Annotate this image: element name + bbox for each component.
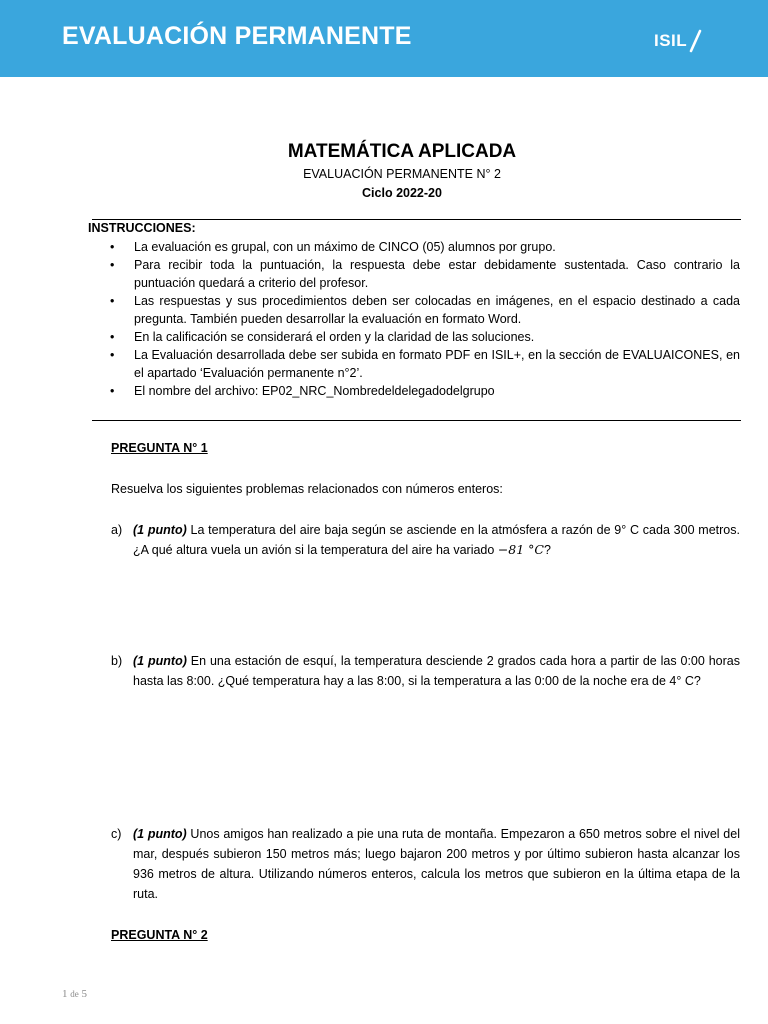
instructions-list: [110, 238, 740, 400]
problem-points: (1 punto): [133, 523, 187, 537]
instruction-item: • La evaluación es grupal, con un máximo de CINCO (05) alumnos por grupo.: [110, 238, 740, 256]
problem-marker: b): [111, 654, 123, 668]
problem-marker: a): [111, 523, 123, 537]
logo-slash-icon: [688, 29, 702, 53]
problem-b: [111, 651, 740, 691]
instructions-heading: INSTRUCCIONES:: [88, 221, 196, 235]
problem-text: Unos amigos han realizado a pie una ruta de montaña. Empezaron a 650 metros sobre el nivel del mar, después subieron 150 metros más; luego bajaron 200 metros y por último subieron hasta alcanzar los 936 metros de altura. Utilizando números enteros, calcula los metros que subieron en la última etapa de la ruta.: [133, 827, 740, 901]
page-current: 1: [62, 988, 68, 1000]
isil-logo: [654, 28, 702, 54]
instruction-item: • En la calificación se considerará el orden y la claridad de las soluciones.: [110, 328, 740, 346]
question-2-heading: PREGUNTA N° 2: [111, 928, 208, 942]
page-number: [62, 988, 87, 1000]
question-1-intro: Resuelva los siguientes problemas relacionados con números enteros:: [111, 482, 503, 496]
document-cycle: Ciclo 2022-20: [362, 186, 442, 200]
problem-a: [111, 520, 740, 560]
problem-math: −81 °C: [497, 542, 544, 557]
instruction-item: • La Evaluación desarrollada debe ser subida en formato PDF en ISIL+, en la sección de EVALUAICONES, en el apartado ‘Evaluación permanente n°2’.: [110, 346, 740, 382]
problem-text: La temperatura del aire baja según se asciende en la atmósfera a razón de 9° C cada 300 metros. ¿A qué altura vuela un avión si la temperatura del aire ha variado: [133, 523, 740, 557]
problem-points: (1 punto): [133, 654, 187, 668]
divider-top: [92, 219, 741, 220]
document-subtitle: EVALUACIÓN PERMANENTE N° 2: [303, 167, 501, 181]
instruction-item: • Para recibir toda la puntuación, la respuesta debe estar debidamente sustentada. Caso contrario la puntuación quedará a criterio del profesor.: [110, 256, 740, 292]
logo-text: ISIL: [654, 31, 688, 50]
page-total: 5: [81, 988, 87, 1000]
problem-c: [111, 824, 740, 904]
question-1-heading: PREGUNTA N° 1: [111, 441, 208, 455]
problem-points: (1 punto): [133, 827, 187, 841]
banner-title: EVALUACIÓN PERMANENTE: [62, 22, 412, 50]
problem-text: En una estación de esquí, la temperatura desciende 2 grados cada hora a partir de las 0:00 horas hasta las 8:00. ¿Qué temperatura hay a las 8:00, si la temperatura a las 0:00 de la noche era de 4° C?: [133, 654, 740, 688]
problem-marker: c): [111, 827, 122, 841]
page-separator: de: [70, 989, 79, 999]
header-banner: [0, 0, 768, 77]
problem-tail: ?: [543, 543, 551, 557]
document-title: MATEMÁTICA APLICADA: [287, 141, 517, 162]
instruction-item: • Las respuestas y sus procedimientos deben ser colocadas en imágenes, en el espacio destinado a cada pregunta. También pueden desarrollar la evaluación en formato Word.: [110, 292, 740, 328]
divider-bottom: [92, 420, 741, 421]
instruction-item: • El nombre del archivo: EP02_NRC_Nombredeldelegadodelgrupo: [110, 382, 740, 400]
